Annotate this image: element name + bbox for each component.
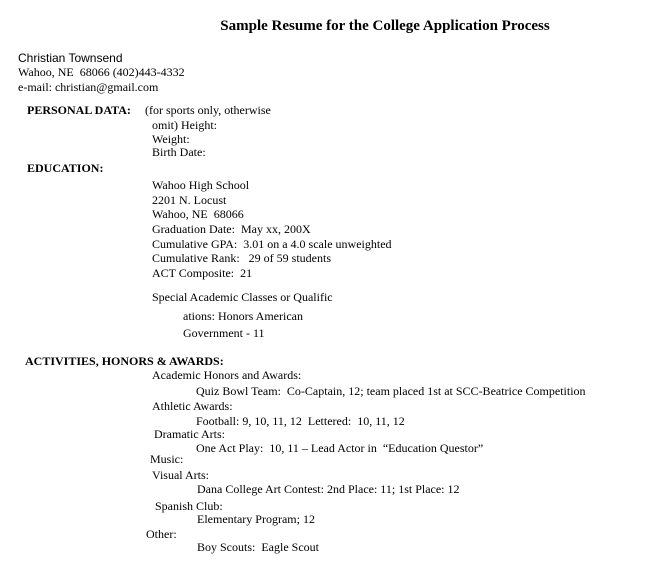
visual-arts-label: Visual Arts: xyxy=(152,468,209,482)
music-label: Music: xyxy=(150,452,184,466)
cumulative-gpa-line: Cumulative GPA: 3.01 on a 4.0 scale unweighted xyxy=(152,237,392,251)
other-label: Other: xyxy=(146,527,177,541)
academic-honors-label: Academic Honors and Awards: xyxy=(152,368,302,382)
school-street: 2201 N. Locust xyxy=(152,193,227,207)
weight-line: Weight: xyxy=(152,132,190,146)
birth-date-line: Birth Date: xyxy=(152,145,206,159)
dramatic-arts-label: Dramatic Arts: xyxy=(154,427,225,441)
act-composite-line: ACT Composite: 21 xyxy=(152,266,253,280)
one-act-play-line: One Act Play: 10, 11 – Lead Actor in “Education Questor” xyxy=(196,441,484,455)
graduation-date-line: Graduation Date: May xx, 200X xyxy=(152,222,311,236)
elementary-program-line: Elementary Program; 12 xyxy=(197,512,315,526)
special-classes-line-3: Government - 11 xyxy=(183,326,265,340)
school-city-state-zip: Wahoo, NE 68066 xyxy=(152,207,244,221)
school-name: Wahoo High School xyxy=(152,178,250,192)
personal-data-note-line-2: omit) Height: xyxy=(152,118,217,132)
document-title: Sample Resume for the College Application Process xyxy=(220,18,550,34)
football-line: Football: 9, 10, 11, 12 Lettered: 10, 11, 12 xyxy=(196,414,405,428)
education-heading: EDUCATION: xyxy=(27,161,104,175)
activities-heading: ACTIVITIES, HONORS & AWARDS: xyxy=(25,354,224,368)
personal-data-heading: PERSONAL DATA: xyxy=(27,103,131,117)
spanish-club-label: Spanish Club: xyxy=(155,499,223,513)
personal-data-note-line-1: (for sports only, otherwise xyxy=(145,103,271,117)
dana-contest-line: Dana College Art Contest: 2nd Place: 11; 1st Place: 12 xyxy=(197,482,460,496)
boy-scouts-line: Boy Scouts: Eagle Scout xyxy=(197,540,319,554)
contact-address-phone: Wahoo, NE 68066 (402)443-4332 xyxy=(18,65,185,79)
contact-name: Christian Townsend xyxy=(18,51,123,65)
cumulative-rank-line: Cumulative Rank: 29 of 59 students xyxy=(152,251,331,265)
quiz-bowl-line: Quiz Bowl Team: Co-Captain, 12; team placed 1st at SCC-Beatrice Competition xyxy=(196,384,586,398)
athletic-awards-label: Athletic Awards: xyxy=(152,399,233,413)
special-classes-line-2: ations: Honors American xyxy=(183,309,303,323)
special-classes-line-1: Special Academic Classes or Qualific xyxy=(152,290,333,304)
contact-email: e-mail: christian@gmail.com xyxy=(18,80,159,94)
